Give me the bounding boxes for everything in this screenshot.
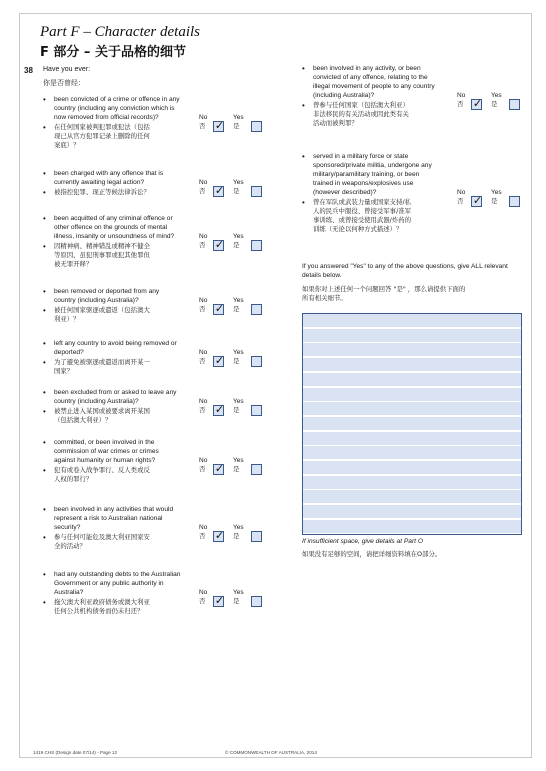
no-checkbox[interactable] xyxy=(213,304,224,315)
yes-label-chinese: 是 xyxy=(233,357,240,365)
yes-label-chinese: 是 xyxy=(233,406,240,414)
yes-checkbox[interactable] xyxy=(509,99,520,110)
no-label: No xyxy=(199,179,208,186)
bullet-dot: • xyxy=(43,388,46,397)
question-text-english: Government or any public authority in xyxy=(54,580,164,587)
bullet-dot: • xyxy=(302,152,305,161)
detail-writing-line[interactable] xyxy=(303,417,521,431)
yes-label: Yes xyxy=(233,297,244,304)
no-checkbox[interactable] xyxy=(471,99,482,110)
no-checkbox[interactable] xyxy=(213,186,224,197)
no-label: No xyxy=(457,92,466,99)
checkmark-icon: ✓ xyxy=(214,185,225,197)
question-text-english: against humanity or human rights? xyxy=(54,457,156,464)
no-checkbox[interactable] xyxy=(471,196,482,207)
bullet-dot: • xyxy=(43,123,46,132)
detail-writing-line[interactable] xyxy=(303,446,521,460)
question-text-english: convicted of any offence, relating to the xyxy=(313,74,428,81)
detail-writing-line[interactable] xyxy=(303,373,521,387)
question-text-chinese: 曾在军队或武装力量或国家支持/私 xyxy=(313,198,412,206)
yes-checkbox[interactable] xyxy=(251,304,262,315)
question-text-chinese: 因精神病、精神错乱或精神不健全 xyxy=(54,242,150,250)
question-text-english: Australia? xyxy=(54,589,84,596)
insufficient-space-note-english: If insufficient space, give details at Part O xyxy=(302,538,423,545)
question-text-english: served in a military force or state xyxy=(313,153,409,160)
detail-writing-line[interactable] xyxy=(303,432,521,446)
no-label-chinese: 否 xyxy=(199,122,206,130)
yes-checkbox[interactable] xyxy=(251,121,262,132)
checkmark-icon: ✓ xyxy=(214,355,225,367)
detail-writing-line[interactable] xyxy=(303,476,521,490)
checkmark-icon: ✓ xyxy=(214,239,225,251)
bullet-dot: • xyxy=(43,287,46,296)
question-text-english: military/paramilitary training, or been xyxy=(313,171,420,178)
yes-checkbox[interactable] xyxy=(251,596,262,607)
question-text-english: illegal movement of people to any country xyxy=(313,83,435,90)
no-label-chinese: 否 xyxy=(457,100,464,108)
yes-checkbox[interactable] xyxy=(251,240,262,251)
question-text-english: left any country to avoid being removed or xyxy=(54,340,177,347)
question-text-english: country (including Australia)? xyxy=(54,297,139,304)
question-text-english: sponsored/private militia, undergone any xyxy=(313,162,432,169)
detail-writing-line[interactable] xyxy=(303,343,521,357)
yes-label-chinese: 是 xyxy=(491,197,498,205)
question-text-chinese: 被指控犯罪、现正等候法律诉讼？ xyxy=(54,188,150,196)
no-label-chinese: 否 xyxy=(199,597,206,605)
bullet-dot: • xyxy=(43,214,46,223)
detail-writing-line[interactable] xyxy=(303,402,521,416)
yes-label: Yes xyxy=(233,179,244,186)
yes-checkbox[interactable] xyxy=(251,186,262,197)
yes-label-chinese: 是 xyxy=(233,122,240,130)
question-text-english: other offence on the grounds of mental xyxy=(54,224,168,231)
yes-checkbox[interactable] xyxy=(251,405,262,416)
no-checkbox[interactable] xyxy=(213,121,224,132)
yes-label: Yes xyxy=(233,114,244,121)
question-text-english: been charged with any offence that is xyxy=(54,170,164,177)
yes-label: Yes xyxy=(233,457,244,464)
yes-label: Yes xyxy=(233,398,244,405)
yes-label: Yes xyxy=(233,233,244,240)
question-text-english: deported? xyxy=(54,349,84,356)
detail-writing-line[interactable] xyxy=(303,461,521,475)
no-label-chinese: 否 xyxy=(199,532,206,540)
question-text-chinese: 国家？ xyxy=(54,367,74,375)
question-text-english: committed, or been involved in the xyxy=(54,439,155,446)
detail-writing-line[interactable] xyxy=(303,329,521,343)
yes-label: Yes xyxy=(233,524,244,531)
question-text-chinese: 曾参与任何国家（包括澳大利亚） xyxy=(313,101,409,109)
question-text-english: illness, insanity or unsoundness of mind? xyxy=(54,233,175,240)
part-title-chinese: F 部分 – 关于品格的细节 xyxy=(40,45,186,60)
question-text-chinese: 被禁止进入某国或被要求离开某国 xyxy=(54,407,150,415)
question-text-chinese: 拖欠澳大利亚政府债务或澳大利亚 xyxy=(54,598,150,606)
bullet-dot: • xyxy=(43,598,46,607)
yes-answer-note-english xyxy=(302,262,522,280)
detail-writing-line[interactable] xyxy=(303,314,521,328)
yes-label-chinese: 是 xyxy=(233,465,240,473)
question-text-chinese: 被无罪开释？ xyxy=(54,260,93,268)
no-label-chinese: 否 xyxy=(199,465,206,473)
question-text-english: been convicted of a crime or offence in any xyxy=(54,96,180,103)
no-label-chinese: 否 xyxy=(199,187,206,195)
no-label: No xyxy=(199,524,208,531)
bullet-dot: • xyxy=(43,306,46,315)
question-text-chinese: 事训练、或曾接受使用武器/炸药的 xyxy=(313,216,412,224)
detail-writing-line[interactable] xyxy=(303,520,521,534)
question-text-english: (including Australia)? xyxy=(313,92,375,99)
question-text-chinese: 任何公共机构债务而仍未归还？ xyxy=(54,607,144,615)
question-intro-chinese: 你是否曾经： xyxy=(43,79,85,87)
no-checkbox[interactable] xyxy=(213,531,224,542)
note-line-english: If you answered "Yes" to any of the above questions, give ALL relevant xyxy=(302,263,508,270)
detail-writing-line[interactable] xyxy=(303,490,521,504)
question-text-chinese: 现已从官方犯罪记录上删除的任何 xyxy=(54,132,150,140)
checkmark-icon: ✓ xyxy=(472,98,483,110)
question-text-english: been acquitted of any criminal offence or xyxy=(54,215,173,222)
checkmark-icon: ✓ xyxy=(214,303,225,315)
yes-label-chinese: 是 xyxy=(233,241,240,249)
bullet-dot: • xyxy=(302,101,305,110)
yes-label-chinese: 是 xyxy=(233,597,240,605)
yes-label-chinese: 是 xyxy=(233,532,240,540)
yes-label: Yes xyxy=(491,189,502,196)
question-text-english: commission of war crimes or crimes xyxy=(54,448,159,455)
footer-copyright: © COMMONWEALTH OF AUSTRALIA, 2014 xyxy=(225,750,317,755)
question-text-english: had any outstanding debts to the Australian xyxy=(54,571,181,578)
no-label-chinese: 否 xyxy=(199,305,206,313)
no-label-chinese: 否 xyxy=(199,357,206,365)
yes-label-chinese: 是 xyxy=(233,187,240,195)
question-text-english: country (including Australia)? xyxy=(54,398,139,405)
bullet-dot: • xyxy=(43,339,46,348)
bullet-dot: • xyxy=(43,407,46,416)
question-text-english: security? xyxy=(54,524,81,531)
no-checkbox[interactable] xyxy=(213,405,224,416)
question-text-chinese: 人权的罪行？ xyxy=(54,475,93,483)
yes-checkbox[interactable] xyxy=(251,464,262,475)
question-text-chinese: 人的民兵中服役、曾接受军事/准军 xyxy=(313,207,412,215)
yes-checkbox[interactable] xyxy=(251,531,262,542)
bullet-dot: • xyxy=(43,358,46,367)
yes-label-chinese: 是 xyxy=(491,100,498,108)
insufficient-space-note-chinese: 如果没有足够的空间，请把详细资料填在O部分。 xyxy=(302,550,442,558)
question-text-chinese: 被任何国家驱逐或遣返（包括澳大 xyxy=(54,306,150,314)
question-text-chinese: 非法移民的有关活动或因此类有关 xyxy=(313,110,409,118)
question-text-english: been involved in any activities that would xyxy=(54,506,174,513)
checkmark-icon: ✓ xyxy=(214,120,225,132)
bullet-dot: • xyxy=(43,466,46,475)
no-label: No xyxy=(199,233,208,240)
yes-label: Yes xyxy=(233,589,244,596)
no-label: No xyxy=(199,297,208,304)
note-line-english: details below. xyxy=(302,272,342,279)
yes-label: Yes xyxy=(491,92,502,99)
detail-writing-line[interactable] xyxy=(303,388,521,402)
note-line-chinese: 如果你对上述任何一个问题回答 "是" ，那么请提供下面的 xyxy=(302,285,466,293)
question-text-english: represent a risk to Australian national xyxy=(54,515,163,522)
no-checkbox[interactable] xyxy=(213,464,224,475)
yes-label: Yes xyxy=(233,349,244,356)
question-text-chinese: 活动而被判罪？ xyxy=(313,119,358,127)
question-text-english: now removed from official records)? xyxy=(54,114,159,121)
bullet-dot: • xyxy=(43,533,46,542)
checkmark-icon: ✓ xyxy=(214,463,225,475)
question-text-english: country (including any conviction which is xyxy=(54,105,175,112)
no-label: No xyxy=(199,457,208,464)
detail-writing-line[interactable] xyxy=(303,505,521,519)
detail-writing-line[interactable] xyxy=(303,358,521,372)
bullet-dot: • xyxy=(43,188,46,197)
footer-form-code: 1419 CHS (Design date 07/14) - Page 12 xyxy=(33,750,118,755)
question-text-chinese: 为了避免被驱逐或遣返而离开某一 xyxy=(54,358,150,366)
bullet-dot: • xyxy=(43,242,46,251)
question-text-chinese: 参与任何可能危及澳大利亚国家安 xyxy=(54,533,150,541)
question-text-english: trained in weapons/explosives use xyxy=(313,180,414,187)
no-checkbox[interactable] xyxy=(213,356,224,367)
checkmark-icon: ✓ xyxy=(214,530,225,542)
question-text-english: been excluded from or asked to leave any xyxy=(54,389,177,396)
yes-answer-note-chinese xyxy=(302,285,522,303)
question-text-english: been involved in any activity, or been xyxy=(313,65,421,72)
question-text-chinese: 犯有或卷入战争罪行、反人类或反 xyxy=(54,466,150,474)
yes-checkbox[interactable] xyxy=(251,356,262,367)
no-label: No xyxy=(199,398,208,405)
bullet-dot: • xyxy=(43,95,46,104)
no-label-chinese: 否 xyxy=(199,406,206,414)
question-intro-english: Have you ever: xyxy=(43,66,91,73)
bullet-dot: • xyxy=(302,198,305,207)
part-title-english: Part F – Character details xyxy=(40,24,200,40)
yes-checkbox[interactable] xyxy=(509,196,520,207)
no-checkbox[interactable] xyxy=(213,596,224,607)
checkmark-icon: ✓ xyxy=(214,404,225,416)
question-text-chinese: 案底）？ xyxy=(54,141,80,149)
no-checkbox[interactable] xyxy=(213,240,224,251)
question-text-english: been removed or deported from any xyxy=(54,288,160,295)
question-text-chinese: 在任何国家被判犯罪或犯法（包括 xyxy=(54,123,150,131)
question-text-chinese: （包括澳大利亚）？ xyxy=(54,416,112,424)
details-entry-box[interactable] xyxy=(302,313,522,535)
question-text-english: currently awaiting legal action? xyxy=(54,179,145,186)
no-label-chinese: 否 xyxy=(457,197,464,205)
no-label-chinese: 否 xyxy=(199,241,206,249)
no-label: No xyxy=(457,189,466,196)
question-text-chinese: 利亚）？ xyxy=(54,315,80,323)
question-text-english: (however described)? xyxy=(313,189,377,196)
bullet-dot: • xyxy=(302,64,305,73)
question-text-chinese: 等原因、虽犯刑事罪或犯其他罪但 xyxy=(54,251,150,259)
bullet-dot: • xyxy=(43,570,46,579)
question-text-chinese: 全的活动？ xyxy=(54,542,86,550)
note-line-chinese: 所有相关细节。 xyxy=(302,294,347,302)
checkmark-icon: ✓ xyxy=(472,195,483,207)
question-text-chinese: 训练（无论以何种方式描述）？ xyxy=(313,225,403,233)
bullet-dot: • xyxy=(43,438,46,447)
no-label: No xyxy=(199,589,208,596)
no-label: No xyxy=(199,114,208,121)
question-number: 38 xyxy=(24,66,33,75)
bullet-dot: • xyxy=(43,169,46,178)
yes-label-chinese: 是 xyxy=(233,305,240,313)
no-label: No xyxy=(199,349,208,356)
bullet-dot: • xyxy=(43,505,46,514)
checkmark-icon: ✓ xyxy=(214,595,225,607)
